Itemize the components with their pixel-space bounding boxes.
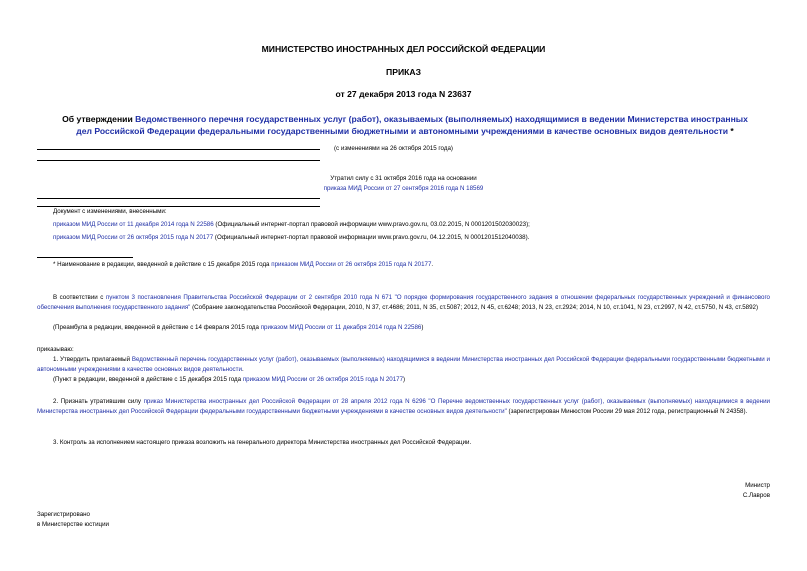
footnote-text: * Наименование в редакции, введенной в действие с 15 декабря 2015 года — [53, 261, 272, 268]
order-word: приказываю: — [37, 346, 74, 353]
divider — [37, 160, 320, 161]
registration-line: Зарегистрировано — [37, 511, 90, 518]
preamble-note-text: (Преамбула в редакции, введенной в действие с 14 февраля 2015 года — [53, 324, 261, 331]
edition-note: (с изменениями на 26 октября 2015 года) — [334, 145, 453, 152]
preamble-text: (Собрание законодательства Российской Федерации, 2010, N 37, ст.4686; 2011, N 35, ст.5087; 2012, N 45, ст.6248; 2013, N 23, ст.2924; 2014, N 10, ст.1041, N 23, ст.2997, N 42, ст.5750, N 43, ст.5892) — [190, 304, 759, 311]
item-1-link[interactable]: Ведомственный перечень государственных услуг (работ), оказываемых (выполняемых) находящимися в ведении Министерства иностранных дел Российской Федерации федеральными государственными бюджетными и автономными учреждениями в качестве основных видов деятельности — [37, 356, 770, 373]
footnote — [53, 260, 773, 270]
doc-date-number: от 27 декабря 2013 года N 23637 — [335, 89, 472, 99]
lost-force-link[interactable]: приказа МИД России от 27 сентября 2016 года N 18569 — [323, 185, 484, 192]
signature-position: Министр — [745, 482, 770, 489]
item-2-text: 2. Признать утратившим силу — [53, 398, 144, 405]
preamble-link[interactable]: пунктом 3 постановления Правительства Российской Федерации от 2 сентября 2010 года N 671 "О порядке формирования государственного задания в отношении федеральных государственных учреждений и финансового обеспечения выполнения государственного задания" — [37, 294, 770, 311]
item-2-paragraph — [37, 397, 770, 417]
preamble-text: В соответствии с — [53, 294, 106, 301]
item-1-note — [53, 375, 773, 385]
change-item-link[interactable]: приказом МИД России от 11 декабря 2014 года N 22586 — [53, 221, 214, 228]
change-item-text: (Официальный интернет-портал правовой информации www.pravo.gov.ru, 03.02.2015, N 0001201502030023); — [213, 221, 530, 228]
ministry-heading: МИНИСТЕРСТВО ИНОСТРАННЫХ ДЕЛ РОССИЙСКОЙ ФЕДЕРАЦИИ — [261, 44, 546, 54]
document-title — [60, 113, 750, 137]
change-item — [53, 220, 773, 230]
footnote-divider — [37, 257, 133, 258]
preamble-note-link[interactable]: приказом МИД России от 11 декабря 2014 года N 22586 — [260, 324, 422, 331]
item-3-paragraph: 3. Контроль за исполнением настоящего приказа возложить на генерального директора Министерства иностранных дел Российской Федерации. — [53, 439, 472, 446]
lost-force-notice — [0, 174, 807, 194]
divider — [37, 149, 320, 150]
title-prefix: Об утверждении — [62, 114, 136, 124]
item-2-link[interactable]: приказ Министерства иностранных дел Российской Федерации от 28 апреля 2012 года N 6296 "О Перечне ведомственных государственных услуг (работ), оказываемых (выполняемых) находящимися в ведении Министерства иностранных дел Российской Федерации федеральными государственными бюджетными учреждениями в качестве основных видов деятельности" — [37, 398, 770, 415]
change-item-text: (Официальный интернет-портал правовой информации www.pravo.gov.ru, 04.12.2015, N 0001201512040038). — [213, 234, 530, 241]
item-1-note-end: ) — [403, 376, 406, 383]
change-item — [53, 233, 773, 243]
signature-name: С.Лавров — [742, 492, 770, 499]
item-2-text: (зарегистрирован Минюстом России 29 мая 2012 года, регистрационный N 24358). — [506, 408, 748, 415]
lost-force-text: Утратил силу с 31 октября 2016 года на основании — [330, 175, 477, 182]
preamble-note — [53, 323, 773, 333]
item-1-note-text: (Пункт в редакции, введенной в действие с 15 декабря 2015 года — [53, 376, 243, 383]
change-item-link[interactable]: приказом МИД России от 26 октября 2015 года N 20177 — [53, 234, 214, 241]
registration-block — [37, 510, 109, 530]
divider — [37, 198, 320, 199]
doc-type-heading: ПРИКАЗ — [386, 67, 421, 77]
item-1-note-link[interactable]: приказом МИД России от 26 октября 2015 года N 20177 — [242, 376, 404, 383]
registration-line: в Министерстве юстиции — [37, 521, 110, 528]
footnote-link[interactable]: приказом МИД России от 26 октября 2015 года N 20177 — [271, 261, 432, 268]
changes-heading: Документ с изменениями, внесенными: — [53, 208, 167, 215]
item-1-paragraph — [37, 355, 770, 375]
item-1-text: 1. Утвердить прилагаемый — [53, 356, 132, 363]
changes-block — [53, 207, 773, 243]
title-suffix: * — [728, 126, 734, 136]
title-link[interactable]: Ведомственного перечня государственных услуг (работ), оказываемых (выполняемых) находящимися в ведении Министерства иностранных дел Российской Федерации федеральными государственными бюджетными и автономными учреждениями в качестве основных видов деятельности — [76, 114, 748, 136]
footnote-end: . — [431, 261, 434, 268]
signature-block — [600, 481, 770, 501]
preamble-paragraph — [37, 293, 770, 313]
item-1-text: . — [241, 366, 244, 373]
preamble-note-end: ) — [421, 324, 424, 331]
